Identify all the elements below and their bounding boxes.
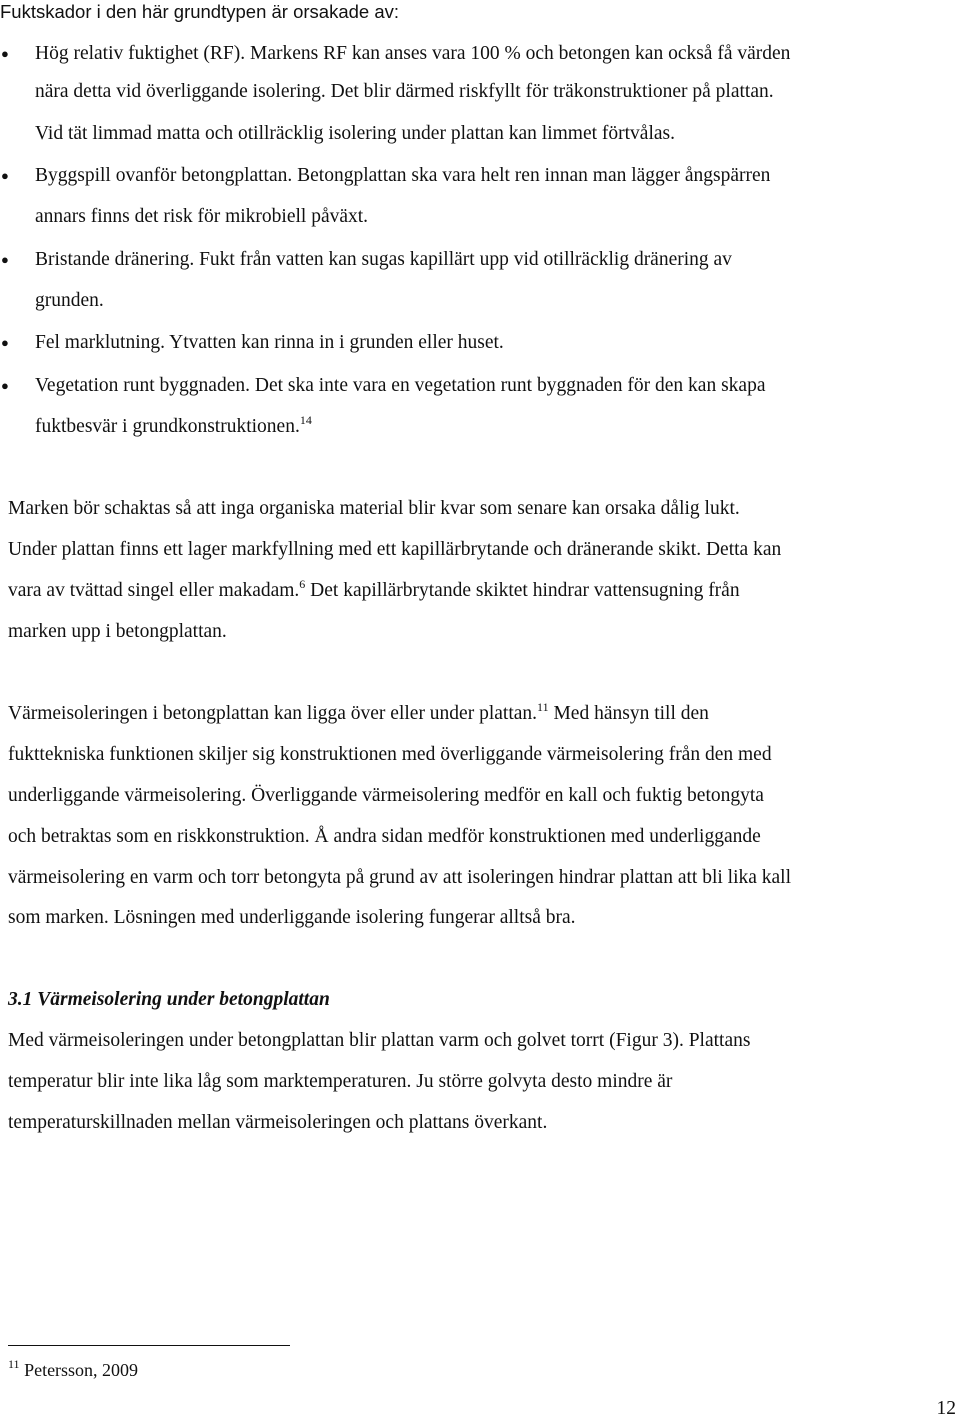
bullet-marker: ● (1, 168, 9, 183)
bullet-1-line-3: Vid tät limmad matta och otillräcklig isolering under plattan kan limmet förtvålas. (35, 123, 675, 144)
bullet-1-line-1: Hög relativ fuktighet (RF). Markens RF kan anses vara 100 % och betongen kan också få värden (35, 43, 791, 64)
para1-line-1: Marken bör schaktas så att inga organiska material blir kvar som senare kan orsaka dålig lukt. (8, 498, 740, 519)
bullet-marker: ● (1, 252, 9, 267)
intro-line: Fuktskador i den här grundtypen är orsakade av: (0, 1, 400, 22)
para2-line-4: och betraktas som en riskkonstruktion. Å andra sidan medför konstruktionen med underliggande (8, 826, 761, 847)
footnote-ref: 14 (299, 413, 312, 427)
bullet-marker: ● (1, 46, 9, 61)
bullet-1-line-2: nära detta vid överliggande isolering. Det blir därmed riskfyllt för träkonstruktioner på plattan. (35, 81, 774, 102)
bullet-marker: ● (1, 378, 9, 393)
section-heading: 3.1 Värmeisolering under betongplattan (8, 989, 330, 1010)
para1-line-2: Under plattan finns ett lager markfyllning med ett kapillärbrytande och dränerande skikt. Detta kan (8, 539, 782, 560)
para3-line-2: temperatur blir inte lika låg som marktemperaturen. Ju större golvyta desto mindre är (8, 1071, 673, 1092)
para2-line-2: fukttekniska funktionen skiljer sig konstruktionen med överliggande värmeisolering från den med (8, 744, 772, 765)
para3-line-3: temperaturskillnaden mellan värmeisoleringen och plattans överkant. (8, 1112, 548, 1133)
bullet-2-line-2: annars finns det risk för mikrobiell påväxt. (35, 206, 369, 227)
bullet-4-line-1: Fel marklutning. Ytvatten kan rinna in i grunden eller huset. (35, 332, 504, 353)
footnote-ref: 11 (537, 700, 549, 714)
para2-line-1: Värmeisoleringen i betongplattan kan ligga över eller under plattan.$^{11}$ Med hänsyn till den (8, 700, 709, 724)
para1-line-3: vara av tvättad singel eller makadam.$^6$ Det kapillärbrytande skiktet hindrar vattensugning från (8, 577, 740, 601)
para2-line-3: underliggande värmeisolering. Överliggande värmeisolering medför en kall och fuktig betongyta (8, 785, 764, 806)
footnote-number: 11 (8, 1357, 20, 1371)
para3-line-1: Med värmeisoleringen under betongplattan blir plattan varm och golvet torrt (Figur 3). Plattans (8, 1030, 751, 1051)
bullet-5-line-2: fuktbesvär i grundkonstruktionen.$^{14}$ (35, 413, 312, 437)
bullet-3-line-1: Bristande dränering. Fukt från vatten kan sugas kapillärt upp vid otillräcklig dränering av (35, 249, 732, 270)
bullet-5-line-1: Vegetation runt byggnaden. Det ska inte vara en vegetation runt byggnaden för den kan skapa (35, 375, 766, 396)
footnote: $^{11}$ Petersson, 2009 (8, 1357, 139, 1380)
para2-line-6: som marken. Lösningen med underliggande isolering fungerar alltså bra. (8, 907, 576, 928)
bullet-marker: ● (1, 335, 9, 350)
bullet-3-line-2: grunden. (35, 290, 104, 311)
para1-line-4: marken upp i betongplattan. (8, 621, 227, 642)
footnote-ref: 6 (299, 577, 306, 591)
bullet-2-line-1: Byggspill ovanför betongplattan. Betongplattan ska vara helt ren innan man lägger ångspärren (35, 165, 771, 186)
footnote-divider (8, 1345, 290, 1346)
page-number: 12 (936, 1398, 956, 1419)
para2-line-5: värmeisolering en varm och torr betongyta på grund av att isoleringen hindrar plattan att bli lika kall (8, 867, 792, 888)
